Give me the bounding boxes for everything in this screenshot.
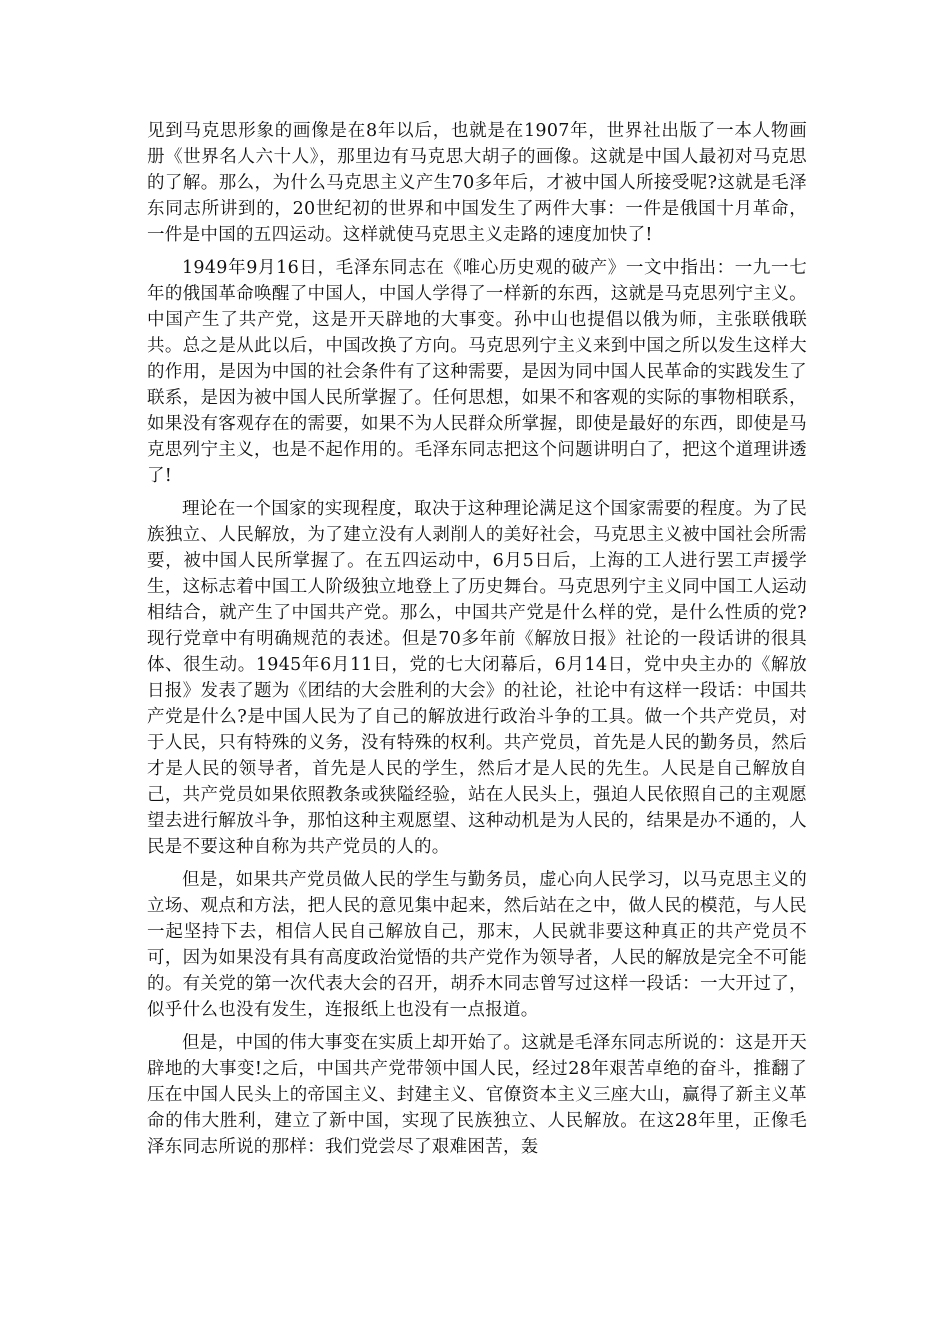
paragraph-4: 但是，如果共产党员做人民的学生与勤务员，虚心向人民学习，以马克思主义的立场、观点和方法，把人民的意见集中起来，然后站在之中，做人民的模范，与人民一起坚持下去，相信人民自己解放自己，那末，人民就非要这种真正的共产党员不可，因为如果没有具有高度政治觉悟的共产党作为领导者，人民的解放是完全不可能的。有关党的第一次代表大会的召开，胡乔木同志曾写过这样一段话：一大开过了，似乎什么也没有发生，连报纸上也没有一点报道。 (147, 870, 807, 1020)
paragraph-3: 理论在一个国家的实现程度，取决于这种理论满足这个国家需要的程度。为了民族独立、人民解放，为了建立没有人剥削人的美好社会，马克思主义被中国社会所需要，被中国人民所掌握了。在五四运动中，6月5日后，上海的工人进行罢工声援学生，这标志着中国工人阶级独立地登上了历史舞台。马克思列宁主义同中国工人运动相结合，就产生了中国共产党。那么，中国共产党是什么样的党，是什么性质的党?现行党章中有明确规范的表述。但是70多年前《解放日报》社论的一段话讲的很具体、很生动。1945年6月11日，党的七大闭幕后，6月14日，党中央主办的《解放日报》发表了题为《团结的大会胜利的大会》的社论，社论中有这样一段话：中国共产党是什么?是中国人民为了自己的解放进行政治斗争的工具。做一个共产党员，对于人民，只有特殊的义务，没有特殊的权利。共产党员，首先是人民的勤务员，然后才是人民的领导者，首先是人民的学生，然后才是人民的先生。人民是自己解放自己，共产党员如果依照教条或狭隘经验，站在人民头上，强迫人民依照自己的主观愿望去进行解放斗争，那怕这种主观愿望、这种动机是为人民的，结果是办不通的，人民是不要这种自称为共产党员的人的。 (147, 499, 807, 857)
paragraph-2: 1949年9月16日，毛泽东同志在《唯心历史观的破产》一文中指出：一九一七年的俄国革命唤醒了中国人，中国人学得了一样新的东西，这就是马克思列宁主义。中国产生了共产党，这是开天辟地的大事变。孙中山也提倡以俄为师，主张联俄联共。总之是从此以后，中国改换了方向。马克思列宁主义来到中国之所以发生这样大的作用，是因为中国的社会条件有了这种需要，是因为同中国人民革命的实践发生了联系，是因为被中国人民所掌握了。任何思想，如果不和客观的实际的事物相联系，如果没有客观存在的需要，如果不为人民群众所掌握，即使是最好的东西，即使是马克思列宁主义，也是不起作用的。毛泽东同志把这个问题讲明白了，把这个道理讲透了! (147, 258, 807, 486)
paragraph-1: 见到马克思形象的画像是在8年以后，也就是在1907年，世界社出版了一本人物画册《世界名人六十人》，那里边有马克思大胡子的画像。这就是中国人最初对马克思的了解。那么，为什么马克思主义产生70多年后，才被中国人所接受呢?这就是毛泽东同志所讲到的，20世纪初的世界和中国发生了两件大事：一件是俄国十月革命，一件是中国的五四运动。这样就使马克思主义走路的速度加快了! (147, 121, 807, 245)
paragraph-5: 但是，中国的伟大事变在实质上却开始了。这就是毛泽东同志所说的：这是开天辟地的大事变!之后，中国共产党带领中国人民，经过28年艰苦卓绝的奋斗，推翻了压在中国人民头上的帝国主义、封建主义、官僚资本主义三座大山，赢得了新主义革命的伟大胜利，建立了新中国，实现了民族独立、人民解放。在这28年里，正像毛泽东同志所说的那样：我们党尝尽了艰难困苦，轰 (147, 1033, 807, 1157)
document-page (147, 118, 807, 1167)
